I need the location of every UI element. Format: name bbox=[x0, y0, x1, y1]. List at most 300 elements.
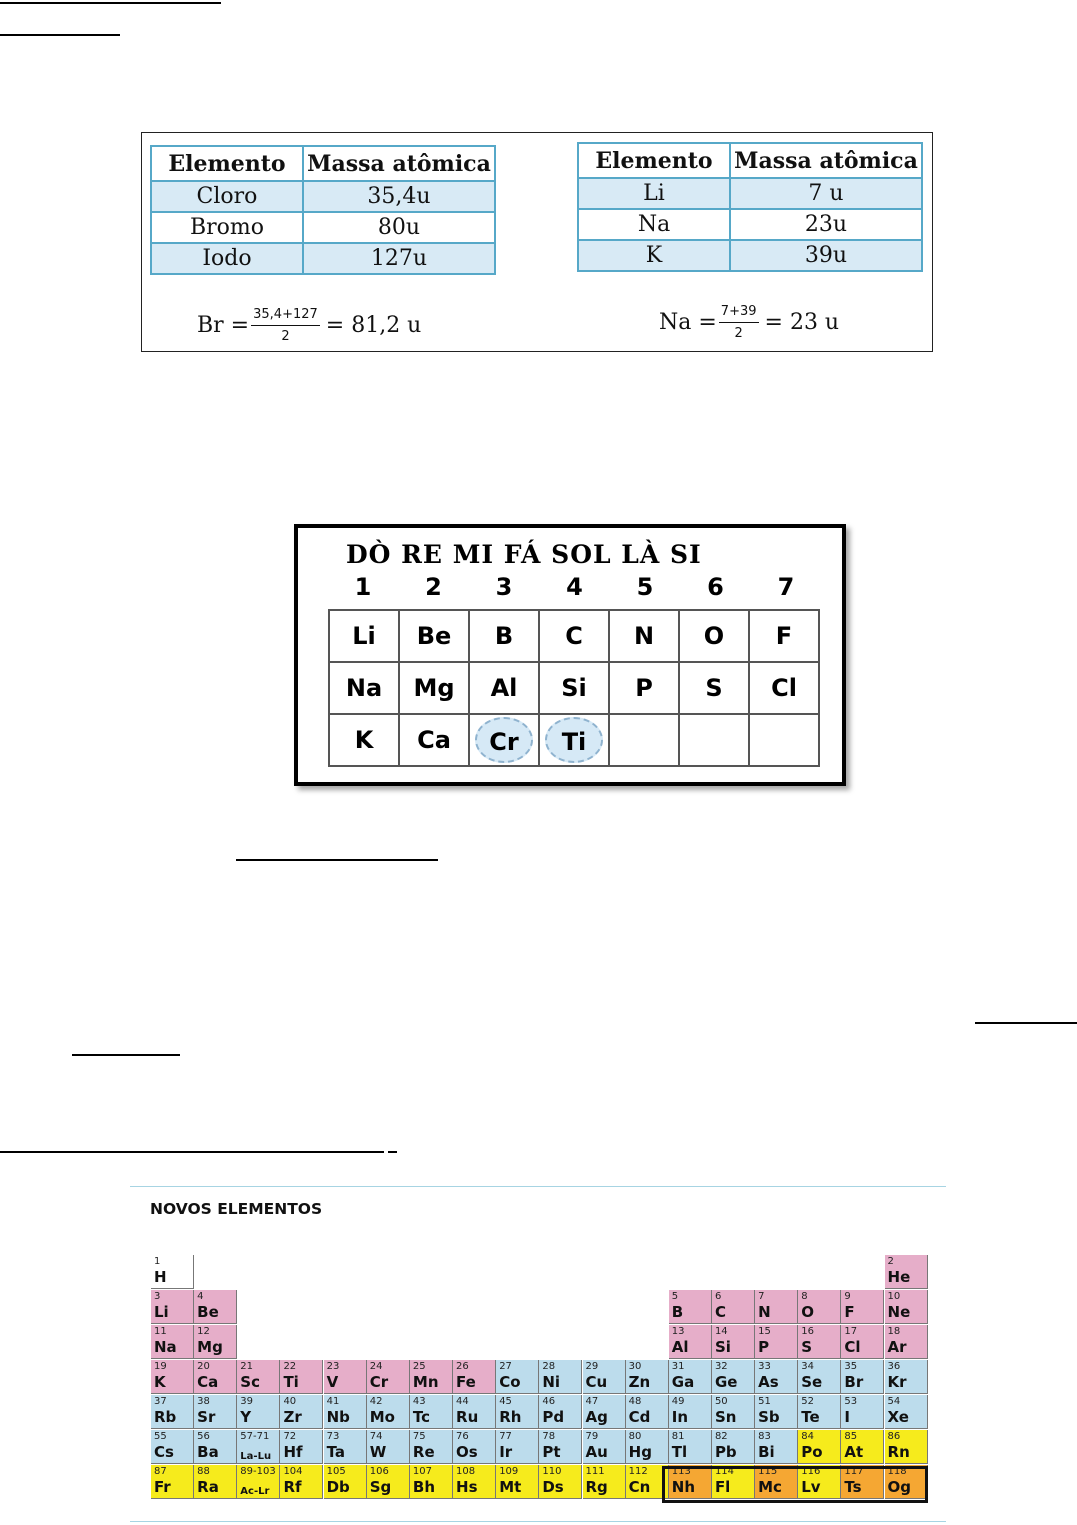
element-cell bbox=[755, 1465, 798, 1499]
element-cell bbox=[669, 1395, 712, 1429]
atomic-number: 37 bbox=[154, 1396, 167, 1407]
element-symbol: V bbox=[326, 1373, 339, 1391]
element-symbol: Cu bbox=[585, 1373, 608, 1391]
atomic-number: 22 bbox=[283, 1361, 297, 1372]
element-symbol: N bbox=[758, 1303, 771, 1321]
atomic-number: 34 bbox=[801, 1361, 814, 1372]
element-symbol: Os bbox=[456, 1443, 478, 1461]
element-cell bbox=[410, 1465, 453, 1499]
element-cell bbox=[367, 1430, 410, 1464]
octave-row bbox=[329, 610, 819, 662]
element-cell bbox=[841, 1395, 884, 1429]
element-symbol: Ar bbox=[887, 1338, 907, 1356]
atomic-number: 74 bbox=[369, 1431, 383, 1442]
element-cell bbox=[151, 1465, 194, 1499]
element-symbol: Br bbox=[844, 1373, 864, 1391]
formula-result: = 23 u bbox=[764, 310, 840, 335]
element-cell bbox=[841, 1360, 884, 1394]
element-symbol: Tc bbox=[412, 1408, 431, 1426]
element-cell bbox=[669, 1360, 712, 1394]
text-underline bbox=[975, 1022, 1077, 1024]
mass-cell: 35,4u bbox=[303, 181, 495, 212]
element-cell bbox=[194, 1430, 237, 1464]
atomic-number: 38 bbox=[197, 1396, 210, 1407]
column-header: Massa atômica bbox=[303, 146, 495, 181]
atomic-number: 53 bbox=[844, 1396, 858, 1407]
element-cell: Na bbox=[329, 662, 399, 714]
atomic-number: 116 bbox=[801, 1466, 821, 1477]
element-symbol: Ga bbox=[671, 1373, 695, 1391]
column-header: Elemento bbox=[151, 146, 303, 181]
atomic-number: 4 bbox=[197, 1291, 204, 1302]
element-cell bbox=[539, 1360, 582, 1394]
empty-cell bbox=[609, 714, 679, 766]
element-symbol: Fr bbox=[154, 1478, 171, 1496]
element-cell bbox=[539, 1395, 582, 1429]
octaves-figure bbox=[294, 524, 846, 786]
element-cell: Bromo bbox=[151, 212, 303, 243]
element-cell bbox=[885, 1325, 928, 1359]
atomic-number: 73 bbox=[326, 1431, 340, 1442]
element-symbol: Rb bbox=[154, 1408, 177, 1426]
atomic-number: 3 bbox=[154, 1291, 161, 1302]
element-symbol: At bbox=[844, 1443, 864, 1461]
atomic-number: 25 bbox=[412, 1361, 426, 1372]
element-cell bbox=[367, 1395, 410, 1429]
atomic-number: 89-103 bbox=[240, 1466, 276, 1477]
atomic-number: 111 bbox=[585, 1466, 605, 1477]
atomic-number: 9 bbox=[844, 1291, 851, 1302]
element-symbol: Zn bbox=[628, 1373, 651, 1391]
figure-top-rule bbox=[130, 1186, 946, 1187]
element-symbol: Mg bbox=[197, 1338, 223, 1356]
element-cell bbox=[841, 1325, 884, 1359]
element-cell bbox=[539, 1465, 582, 1499]
atomic-number: 16 bbox=[801, 1326, 814, 1337]
formula-label: Na = bbox=[659, 310, 717, 335]
element-cell bbox=[885, 1465, 928, 1499]
atomic-number: 114 bbox=[714, 1466, 735, 1477]
element-cell bbox=[151, 1430, 194, 1464]
atomic-number: 11 bbox=[154, 1326, 167, 1337]
formula-fraction bbox=[719, 304, 759, 341]
element-cell bbox=[453, 1430, 496, 1464]
element-cell bbox=[755, 1325, 798, 1359]
mass-cell: 7 u bbox=[730, 178, 922, 209]
element-cell bbox=[885, 1255, 928, 1289]
element-cell bbox=[324, 1430, 367, 1464]
fraction-numerator: 7+39 bbox=[719, 304, 759, 323]
mass-cell: 23u bbox=[730, 209, 922, 240]
atomic-number: 10 bbox=[887, 1291, 901, 1302]
figure-bottom-rule bbox=[130, 1521, 946, 1522]
element-cell: Si bbox=[539, 662, 609, 714]
atomic-number: 17 bbox=[844, 1326, 858, 1337]
mass-cell: 127u bbox=[303, 243, 495, 274]
column-header: Massa atômica bbox=[730, 143, 922, 178]
element-symbol: Se bbox=[801, 1373, 823, 1391]
highlighted-element: Ti bbox=[545, 717, 603, 763]
element-cell bbox=[151, 1360, 194, 1394]
fraction-denominator: 2 bbox=[281, 329, 290, 344]
note-number: 7 bbox=[777, 573, 795, 601]
octave-row bbox=[329, 662, 819, 714]
element-symbol: Sg bbox=[369, 1478, 392, 1496]
atomic-number: 42 bbox=[369, 1396, 383, 1407]
atomic-number: 85 bbox=[844, 1431, 858, 1442]
atomic-number: 106 bbox=[369, 1466, 389, 1477]
atomic-number: 57-71 bbox=[240, 1431, 270, 1442]
element-cell bbox=[194, 1290, 237, 1324]
element-symbol: Co bbox=[499, 1373, 521, 1391]
column-header: Elemento bbox=[578, 143, 730, 178]
element-symbol: Sr bbox=[197, 1408, 216, 1426]
element-cell bbox=[237, 1430, 280, 1464]
element-symbol: Fe bbox=[456, 1373, 476, 1391]
element-cell bbox=[583, 1360, 626, 1394]
element-cell bbox=[194, 1395, 237, 1429]
element-cell bbox=[151, 1395, 194, 1429]
atomic-number: 46 bbox=[542, 1396, 556, 1407]
element-symbol: As bbox=[758, 1373, 779, 1391]
element-symbol: Cl bbox=[844, 1338, 861, 1356]
element-cell bbox=[798, 1430, 841, 1464]
atomic-number: 80 bbox=[628, 1431, 642, 1442]
atomic-number: 104 bbox=[283, 1466, 303, 1477]
atomic-number: 28 bbox=[542, 1361, 556, 1372]
element-symbol: Hg bbox=[628, 1443, 652, 1461]
element-symbol: Cr bbox=[369, 1373, 389, 1391]
element-cell bbox=[626, 1360, 669, 1394]
atomic-number: 56 bbox=[197, 1431, 210, 1442]
atomic-number: 26 bbox=[456, 1361, 469, 1372]
note-number: 1 bbox=[354, 573, 372, 601]
atomic-number: 12 bbox=[197, 1326, 210, 1337]
atomic-number: 113 bbox=[671, 1466, 691, 1477]
atomic-number: 21 bbox=[240, 1361, 254, 1372]
atomic-number: 52 bbox=[801, 1396, 814, 1407]
element-symbol: Ne bbox=[887, 1303, 911, 1321]
element-symbol: Fl bbox=[714, 1478, 731, 1496]
note-number: 4 bbox=[566, 573, 583, 601]
atomic-number: 35 bbox=[844, 1361, 858, 1372]
element-cell bbox=[798, 1290, 841, 1324]
element-symbol: Zr bbox=[283, 1408, 302, 1426]
atomic-number: 36 bbox=[887, 1361, 901, 1372]
element-symbol: Pd bbox=[542, 1408, 565, 1426]
element-cell bbox=[324, 1465, 367, 1499]
note-number: 3 bbox=[495, 573, 513, 601]
element-cell bbox=[496, 1395, 539, 1429]
highlighted-element: Cr bbox=[475, 717, 533, 763]
element-symbol: Db bbox=[326, 1478, 350, 1496]
element-symbol: Cn bbox=[628, 1478, 651, 1496]
element-cell: Cl bbox=[749, 662, 819, 714]
octaves-grid bbox=[328, 609, 820, 767]
empty-cell bbox=[749, 714, 819, 766]
atomic-number: 15 bbox=[758, 1326, 771, 1337]
element-cell bbox=[324, 1360, 367, 1394]
element-cell: Li bbox=[329, 610, 399, 662]
element-symbol: S bbox=[801, 1338, 813, 1356]
atomic-number: 87 bbox=[154, 1466, 167, 1477]
element-cell bbox=[367, 1360, 410, 1394]
element-cell: K bbox=[329, 714, 399, 766]
atomic-number: 83 bbox=[758, 1431, 771, 1442]
element-cell bbox=[712, 1465, 755, 1499]
element-symbol: Nh bbox=[671, 1478, 696, 1496]
atomic-number: 76 bbox=[456, 1431, 469, 1442]
atomic-number: 49 bbox=[671, 1396, 685, 1407]
element-symbol: He bbox=[887, 1268, 911, 1286]
atomic-number: 47 bbox=[585, 1396, 599, 1407]
atomic-number: 19 bbox=[154, 1361, 167, 1372]
atomic-number: 33 bbox=[758, 1361, 771, 1372]
element-symbol: In bbox=[671, 1408, 689, 1426]
element-symbol: Bh bbox=[412, 1478, 436, 1496]
element-symbol: Bi bbox=[758, 1443, 775, 1461]
element-cell bbox=[410, 1395, 453, 1429]
element-cell: Be bbox=[399, 610, 469, 662]
formula-result: = 81,2 u bbox=[325, 313, 422, 338]
element-cell bbox=[324, 1395, 367, 1429]
mass-cell: 80u bbox=[303, 212, 495, 243]
element-cell bbox=[755, 1360, 798, 1394]
element-cell: Ca bbox=[399, 714, 469, 766]
element-cell bbox=[798, 1360, 841, 1394]
element-cell bbox=[496, 1360, 539, 1394]
atomic-number: 45 bbox=[499, 1396, 512, 1407]
element-cell bbox=[151, 1325, 194, 1359]
element-symbol: Li bbox=[154, 1303, 169, 1321]
atomic-number: 2 bbox=[887, 1256, 894, 1267]
sodium-average-formula bbox=[659, 304, 839, 341]
atomic-number: 7 bbox=[758, 1291, 765, 1302]
element-symbol: Cd bbox=[628, 1408, 651, 1426]
text-underline bbox=[72, 1054, 180, 1056]
element-cell bbox=[798, 1465, 841, 1499]
element-cell bbox=[367, 1465, 410, 1499]
atomic-number: 54 bbox=[887, 1396, 901, 1407]
element-cell: S bbox=[679, 662, 749, 714]
element-symbol: O bbox=[801, 1303, 815, 1321]
element-symbol: Si bbox=[714, 1338, 731, 1356]
atomic-number: 50 bbox=[714, 1396, 728, 1407]
element-symbol: Ra bbox=[197, 1478, 219, 1496]
atomic-number: 23 bbox=[326, 1361, 340, 1372]
text-underline bbox=[388, 1151, 397, 1153]
element-symbol: Mo bbox=[369, 1408, 395, 1426]
atomic-number: 24 bbox=[369, 1361, 383, 1372]
element-cell bbox=[453, 1465, 496, 1499]
element-cell bbox=[841, 1430, 884, 1464]
element-symbol: Rf bbox=[283, 1478, 302, 1496]
element-symbol: Kr bbox=[887, 1373, 907, 1391]
element-cell bbox=[626, 1430, 669, 1464]
element-symbol: Ge bbox=[714, 1373, 738, 1391]
element-cell bbox=[583, 1430, 626, 1464]
element-symbol: Mt bbox=[499, 1478, 522, 1496]
element-cell bbox=[841, 1465, 884, 1499]
element-cell bbox=[798, 1395, 841, 1429]
element-cell bbox=[755, 1430, 798, 1464]
atomic-number: 39 bbox=[240, 1396, 254, 1407]
element-symbol: Og bbox=[887, 1478, 912, 1496]
element-cell bbox=[755, 1290, 798, 1324]
element-symbol: Xe bbox=[887, 1408, 909, 1426]
atomic-number: 115 bbox=[758, 1466, 778, 1477]
element-cell bbox=[712, 1325, 755, 1359]
heading-underline bbox=[0, 34, 120, 36]
element-symbol: Tl bbox=[671, 1443, 688, 1461]
element-cell: Cloro bbox=[151, 181, 303, 212]
element-cell bbox=[841, 1290, 884, 1324]
element-symbol: Au bbox=[585, 1443, 608, 1461]
element-cell bbox=[237, 1395, 280, 1429]
bromine-average-formula bbox=[197, 307, 421, 344]
atomic-number: 82 bbox=[714, 1431, 728, 1442]
atomic-number: 77 bbox=[499, 1431, 512, 1442]
element-symbol: Hs bbox=[456, 1478, 478, 1496]
atomic-number: 109 bbox=[499, 1466, 519, 1477]
heading-underline bbox=[0, 2, 221, 4]
element-cell bbox=[626, 1465, 669, 1499]
element-cell bbox=[669, 1430, 712, 1464]
octave-row bbox=[329, 714, 819, 766]
element-symbol: I bbox=[844, 1408, 850, 1426]
note-number: 5 bbox=[636, 573, 654, 601]
element-cell: K bbox=[578, 240, 730, 271]
atomic-number: 5 bbox=[671, 1291, 679, 1302]
atomic-number: 78 bbox=[542, 1431, 556, 1442]
element-cell bbox=[712, 1360, 755, 1394]
element-cell bbox=[885, 1290, 928, 1324]
element-cell: C bbox=[539, 610, 609, 662]
fraction-numerator: 35,4+127 bbox=[251, 307, 320, 326]
element-symbol: Ds bbox=[542, 1478, 564, 1496]
triads-figure bbox=[141, 132, 933, 352]
element-symbol: Ru bbox=[456, 1408, 479, 1426]
atomic-number: 117 bbox=[844, 1466, 864, 1477]
element-cell bbox=[194, 1465, 237, 1499]
element-symbol: Ag bbox=[585, 1408, 608, 1426]
musical-notes-header: DÒ RE MI FÁ SOL LÀ SI bbox=[346, 540, 702, 569]
mass-cell: 39u bbox=[730, 240, 922, 271]
element-symbol: Sb bbox=[758, 1408, 780, 1426]
element-symbol: Y bbox=[240, 1408, 252, 1426]
halogen-mass-table bbox=[150, 145, 496, 275]
element-cell bbox=[280, 1465, 323, 1499]
element-symbol: Sc bbox=[240, 1373, 260, 1391]
atomic-number: 1 bbox=[154, 1256, 161, 1267]
element-cell: Li bbox=[578, 178, 730, 209]
element-symbol: Ta bbox=[326, 1443, 346, 1461]
element-cell bbox=[194, 1360, 237, 1394]
atomic-number: 72 bbox=[283, 1431, 297, 1442]
element-cell bbox=[280, 1395, 323, 1429]
atomic-number: 29 bbox=[585, 1361, 599, 1372]
element-symbol: Ir bbox=[499, 1443, 513, 1461]
figure-title: NOVOS ELEMENTOS bbox=[150, 1200, 323, 1218]
element-cell bbox=[755, 1395, 798, 1429]
element-symbol: Al bbox=[671, 1338, 689, 1356]
atomic-number: 43 bbox=[412, 1396, 426, 1407]
element-symbol: Be bbox=[197, 1303, 219, 1321]
element-symbol: Nb bbox=[326, 1408, 350, 1426]
element-symbol: Rn bbox=[887, 1443, 910, 1461]
element-symbol: Na bbox=[154, 1338, 177, 1356]
atomic-number: 31 bbox=[671, 1361, 685, 1372]
element-cell bbox=[712, 1430, 755, 1464]
fraction-denominator: 2 bbox=[734, 326, 743, 341]
atomic-number: 13 bbox=[671, 1326, 685, 1337]
element-cell bbox=[151, 1255, 194, 1289]
atomic-number: 18 bbox=[887, 1326, 901, 1337]
element-cell bbox=[410, 1360, 453, 1394]
element-cell: O bbox=[679, 610, 749, 662]
element-cell bbox=[237, 1360, 280, 1394]
element-symbol: Rg bbox=[585, 1478, 608, 1496]
atomic-number: 51 bbox=[758, 1396, 771, 1407]
atomic-number: 81 bbox=[671, 1431, 685, 1442]
atomic-number: 118 bbox=[887, 1466, 907, 1477]
note-number: 6 bbox=[707, 573, 724, 601]
atomic-number: 27 bbox=[499, 1361, 512, 1372]
element-cell bbox=[410, 1430, 453, 1464]
formula-label: Br = bbox=[197, 313, 250, 338]
atomic-number: 55 bbox=[154, 1431, 167, 1442]
element-cell bbox=[237, 1465, 280, 1499]
element-symbol: K bbox=[154, 1373, 166, 1391]
element-cell bbox=[539, 1430, 582, 1464]
element-symbol: Lv bbox=[801, 1478, 821, 1496]
element-symbol: Rh bbox=[499, 1408, 522, 1426]
element-symbol: Te bbox=[801, 1408, 820, 1426]
element-symbol: Sn bbox=[714, 1408, 737, 1426]
element-cell bbox=[669, 1465, 712, 1499]
element-cell bbox=[469, 714, 539, 766]
element-cell bbox=[453, 1395, 496, 1429]
atomic-number: 20 bbox=[197, 1361, 210, 1372]
element-symbol: Ca bbox=[197, 1373, 219, 1391]
element-cell bbox=[151, 1290, 194, 1324]
element-symbol: Ba bbox=[197, 1443, 219, 1461]
periodic-table-figure bbox=[130, 1186, 946, 1522]
element-cell bbox=[194, 1325, 237, 1359]
element-cell: Iodo bbox=[151, 243, 303, 274]
element-cell bbox=[669, 1325, 712, 1359]
atomic-number: 48 bbox=[628, 1396, 642, 1407]
element-cell bbox=[885, 1360, 928, 1394]
element-symbol: Re bbox=[412, 1443, 435, 1461]
note-number: 2 bbox=[425, 573, 442, 601]
element-symbol: W bbox=[369, 1443, 387, 1461]
atomic-number: 112 bbox=[628, 1466, 648, 1477]
element-cell bbox=[539, 714, 609, 766]
atomic-number: 30 bbox=[628, 1361, 642, 1372]
element-symbol: Hf bbox=[283, 1443, 303, 1461]
atomic-number: 79 bbox=[585, 1431, 599, 1442]
element-symbol: F bbox=[844, 1303, 855, 1321]
formula-fraction bbox=[251, 307, 320, 344]
element-symbol: Ti bbox=[283, 1373, 299, 1391]
element-cell: Na bbox=[578, 209, 730, 240]
element-symbol: La-Lu bbox=[240, 1451, 272, 1462]
atomic-number: 8 bbox=[801, 1291, 808, 1302]
element-cell bbox=[280, 1360, 323, 1394]
element-cell bbox=[496, 1465, 539, 1499]
element-symbol: B bbox=[671, 1303, 684, 1321]
